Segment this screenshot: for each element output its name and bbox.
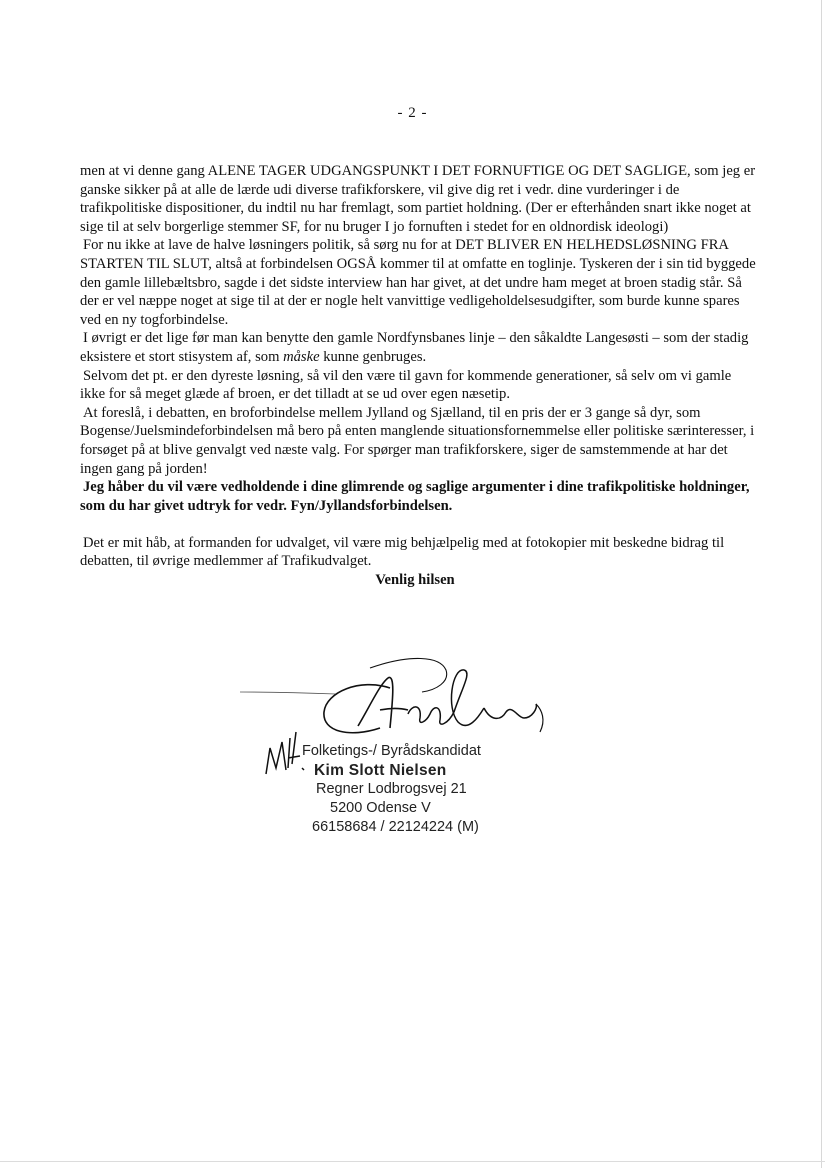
stamp-name: Kim Slott Nielsen [314,762,447,779]
scan-edge-bottom [0,1161,825,1162]
greeting: Venlig hilsen [375,572,455,589]
stamp-street: Regner Lodbrogsvej 21 [316,781,467,797]
paragraph-6-bold: Jeg håber du vil være vedholdende i dine glimrende og saglige argumenter i dine trafikpolitiske holdninger, som du har givet udtryk for vedr. Fyn/Jyllandsforbindelsen. [80,479,750,514]
scan-edge-right [821,0,822,1168]
paragraph-1: men at vi denne gang ALENE TAGER UDGANGSPUNKT I DET FORNUFTIGE OG DET SAGLIGE, som jeg er ganske sikker på at alle de lærde udi diverse trafikforskere, vil give dig ret i vedr. dine vurderinger i de trafikpolitiske dispositioner, du indtil nu har fremlagt, som partiet holdning. (Der er efterhånden snart ikke noget at sige til at selv borgerlige stemmer SF, for nu bruger I jo fornuften i stedet for en oldnordisk ideologi) [80,163,756,235]
sender-stamp [300,742,520,837]
page-number: - 2 - [397,105,428,121]
letter-body [80,162,760,590]
paragraph-3-italic: måske [283,348,320,365]
paragraph-5: At foreslå, i debatten, en broforbindelse mellem Jylland og Sjælland, til en pris der er 3 gange så dyr, som Bogense/Juelsmindeforbindelsen må bero på enten manglende situationsfornemmelse eller politiske særinteresser, i forsøget på at blive genvalgt ved næste valg. For spørger man trafikforskere, siger de samstemmende at har det ingen gang på jorden! [80,404,755,477]
paragraph-4: Selvom det pt. er den dyreste løsning, så vil den være til gavn for kommende generationer, så selv om vi gamle ikke for så meget glæde af broen, er det tilladt at se ud over egen næsetip. [80,367,732,403]
paragraph-3 [80,329,760,366]
stamp-phone: 66158684 / 22124224 (M) [312,819,479,835]
paragraph-3-start: I øvrigt er det lige før man kan benytte den gamle Nordfynsbanes linje – den såkaldte Langesøsti – som der stadig eksistere et stort stisystem af, som [80,330,749,365]
paragraph-2: For nu ikke at lave de halve løsningers politik, så sørg nu for at DET BLIVER EN HELHEDSLØSNING FRA STARTEN TIL SLUT, altså at forbindelsen OGSÅ kommer til at omfatte en toglinje. Tyskeren der i sin tid byggede den gamle lillebæltsbro, sagde i det sidste interview han har givet, at det undre ham meget at broen stadig står. Så der er vel næppe noget at sige til at der er nogle helt vanvittige vedligeholdelsesudgifter, som burde kunne spares ved en ny togforbindelse. [80,237,756,328]
paragraph-3-end: kunne genbruges. [319,348,427,365]
paragraph-7: Det er mit håb, at formanden for udvalget, vil være mig behjælpelig med at fotokopier mit beskedne bidrag til debatten, til øvrige medlemmer af Trafikudvalget. [80,534,725,570]
stamp-title: Folketings-/ Byrådskandidat [302,743,481,759]
stamp-city: 5200 Odense V [330,800,431,816]
blank-line [80,515,760,534]
